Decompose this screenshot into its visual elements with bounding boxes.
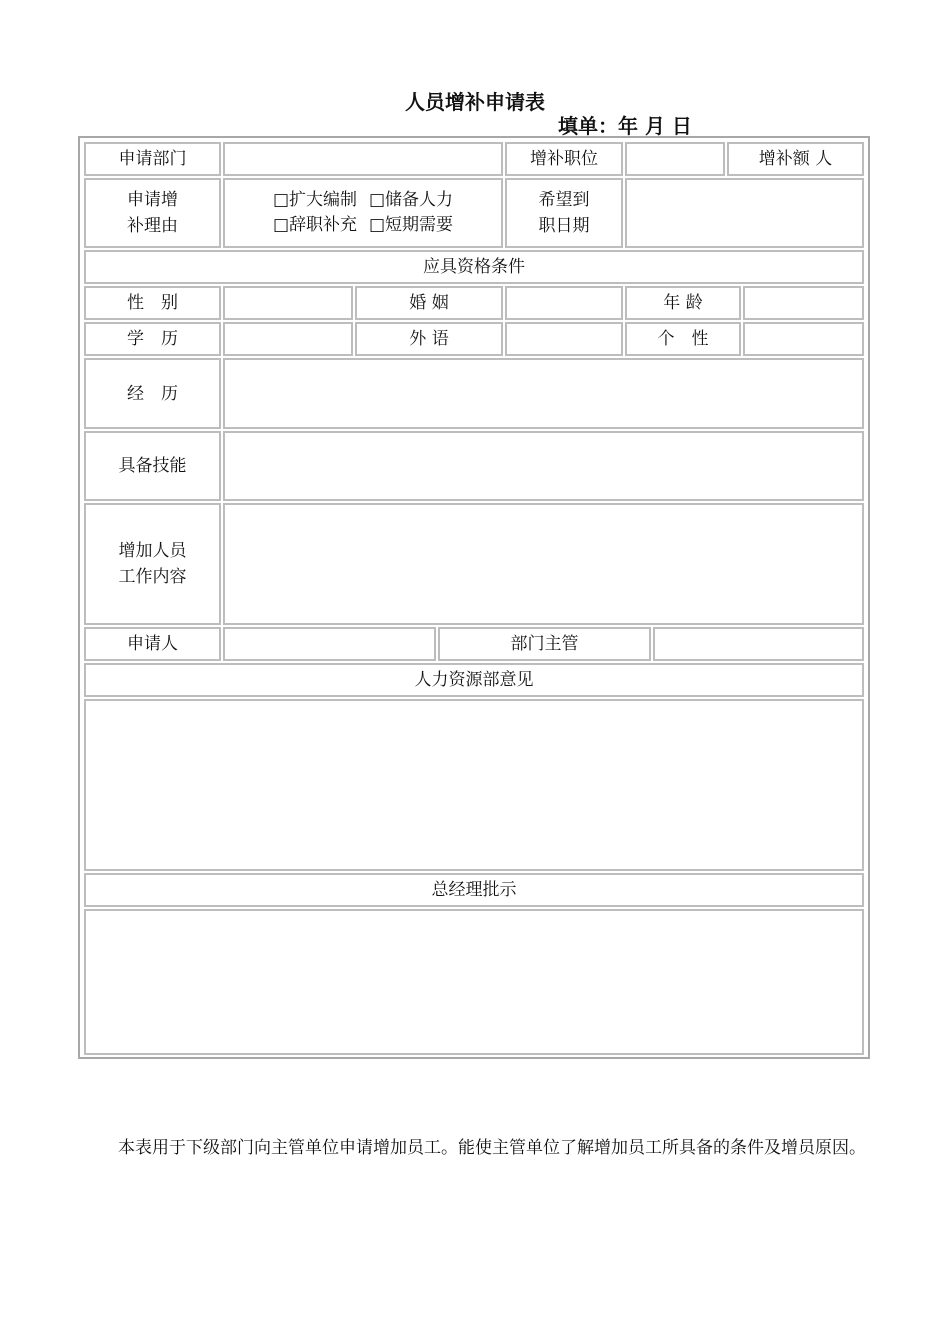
age-field[interactable] xyxy=(743,286,864,320)
reason-label-line1: 申请增 xyxy=(127,190,178,210)
expected-date-line2: 职日期 xyxy=(538,216,590,236)
foreign-language-field[interactable] xyxy=(505,322,623,356)
experience-field[interactable] xyxy=(223,358,864,429)
expected-date-label xyxy=(505,178,623,248)
gm-approval-header: 总经理批示 xyxy=(84,873,864,907)
reason-label xyxy=(84,178,221,248)
applicant-label: 申请人 xyxy=(84,627,221,661)
expand-staff-checkbox[interactable]: □扩大编制 xyxy=(272,190,357,210)
reason-label-line2: 补理由 xyxy=(127,216,178,236)
personality-label: 个 性 xyxy=(625,322,741,356)
dept-head-field[interactable] xyxy=(653,627,864,661)
personality-field[interactable] xyxy=(743,322,864,356)
form-title: 人员增补申请表 xyxy=(405,90,545,114)
education-field[interactable] xyxy=(223,322,353,356)
skills-field[interactable] xyxy=(223,431,864,501)
position-field[interactable] xyxy=(625,142,725,176)
apply-dept-label: 申请部门 xyxy=(84,142,221,176)
work-content-field[interactable] xyxy=(223,503,864,625)
form-description: 本表用于下级部门向主管单位申请增加员工。能使主管单位了解增加员工所具备的条件及增员原因。 xyxy=(118,1138,866,1158)
application-form xyxy=(78,136,870,1059)
quota-label: 增补额 人 xyxy=(727,142,864,176)
applicant-field[interactable] xyxy=(223,627,436,661)
work-content-label xyxy=(84,503,221,625)
work-content-line2: 工作内容 xyxy=(118,567,187,587)
education-label: 学 历 xyxy=(84,322,221,356)
expected-date-field[interactable] xyxy=(625,178,864,248)
foreign-language-label: 外 语 xyxy=(355,322,503,356)
gm-approval-field[interactable] xyxy=(84,909,864,1055)
fill-date-label: 填单：年 月 日 xyxy=(558,114,692,138)
dept-head-label: 部门主管 xyxy=(438,627,651,661)
position-label: 增补职位 xyxy=(505,142,623,176)
short-term-need-checkbox[interactable]: □短期需要 xyxy=(369,215,454,235)
marriage-field[interactable] xyxy=(505,286,623,320)
expected-date-line1: 希望到 xyxy=(538,190,590,210)
qualifications-header: 应具资格条件 xyxy=(84,250,864,284)
reserve-staff-checkbox[interactable]: □储备人力 xyxy=(369,190,454,210)
hr-opinion-field[interactable] xyxy=(84,699,864,871)
gender-label: 性 别 xyxy=(84,286,221,320)
reason-options-field[interactable] xyxy=(223,178,503,248)
age-label: 年 龄 xyxy=(625,286,741,320)
skills-label: 具备技能 xyxy=(84,431,221,501)
apply-dept-field[interactable] xyxy=(223,142,503,176)
work-content-line1: 增加人员 xyxy=(118,541,187,561)
hr-opinion-header: 人力资源部意见 xyxy=(84,663,864,697)
resignation-replace-checkbox[interactable]: □辞职补充 xyxy=(272,215,357,235)
experience-label: 经 历 xyxy=(84,358,221,429)
gender-field[interactable] xyxy=(223,286,353,320)
marriage-label: 婚 姻 xyxy=(355,286,503,320)
